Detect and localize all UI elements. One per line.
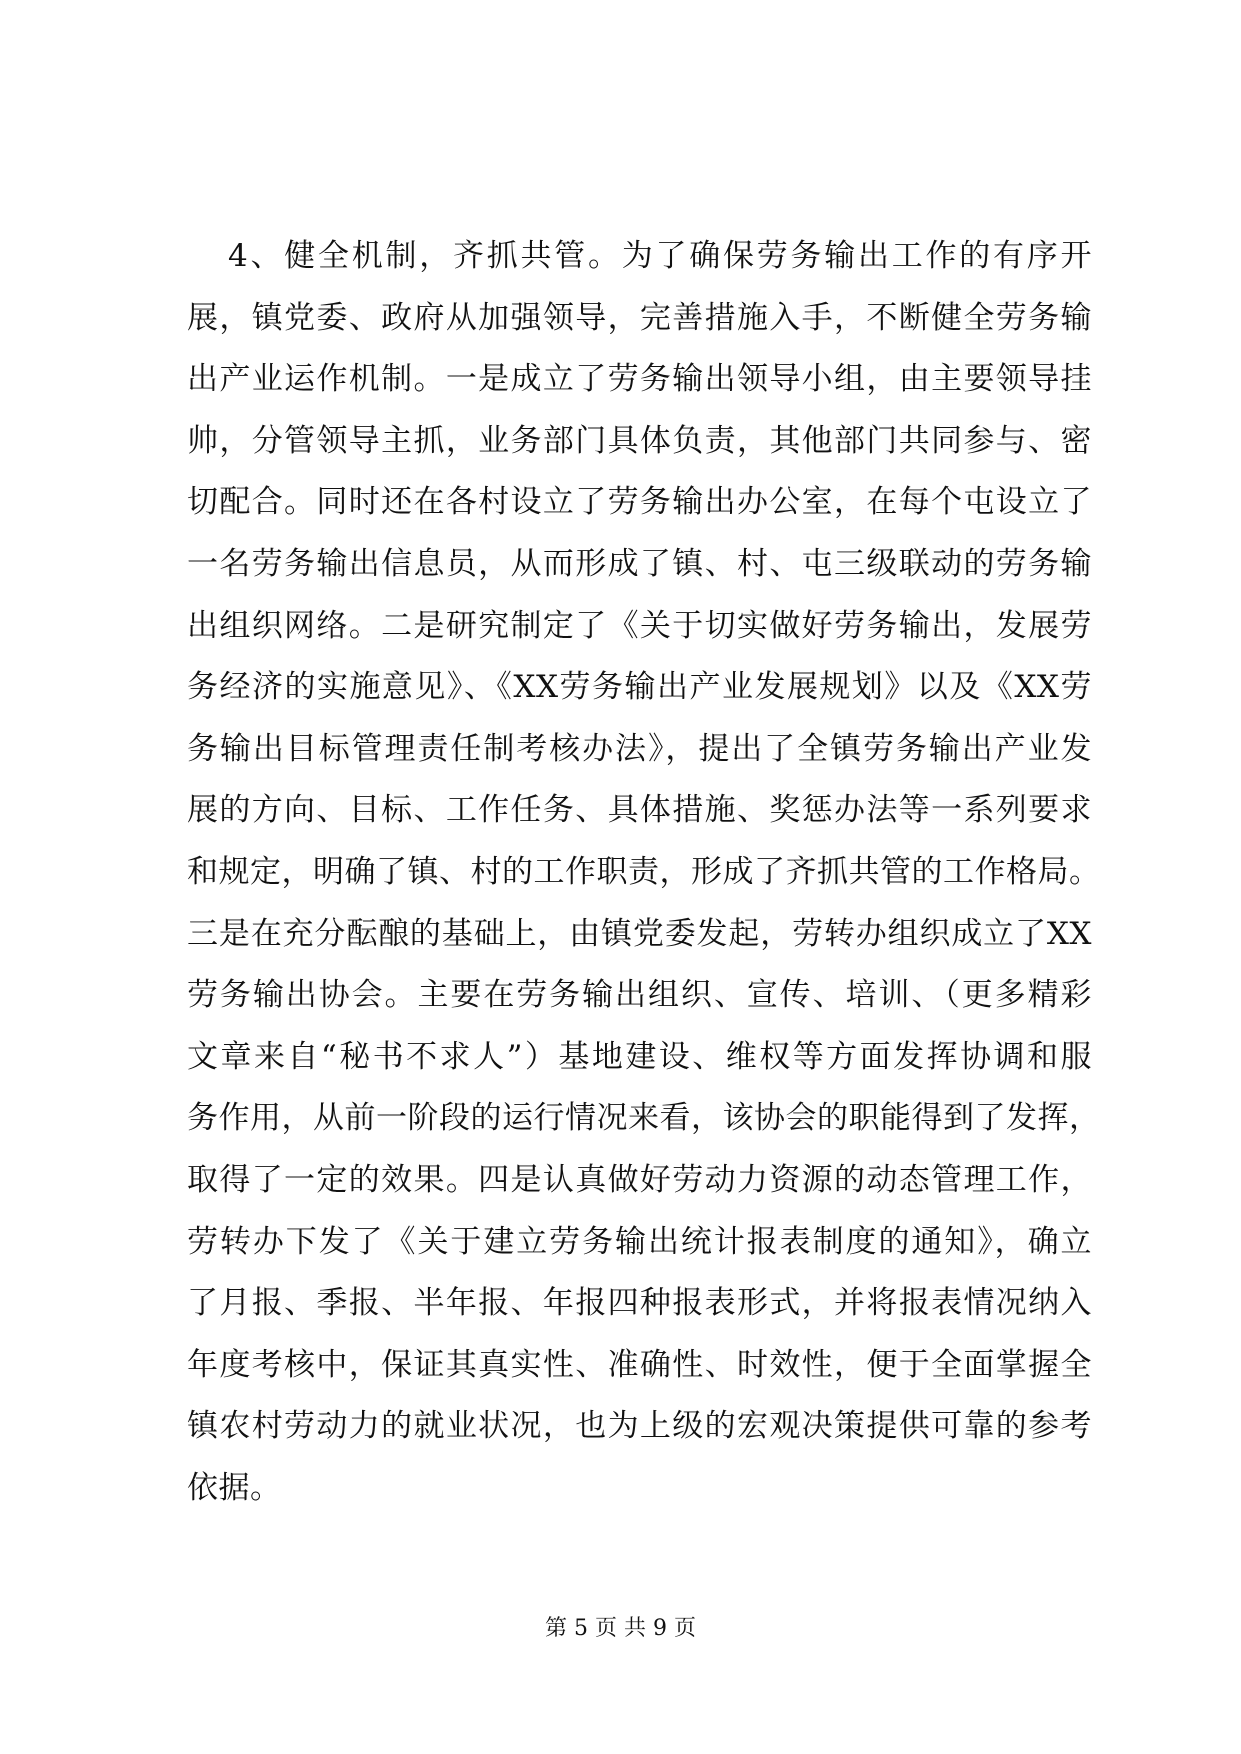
text-line: 务输出目标管理责任制考核办法》，提出了全镇劳务输出产业发 <box>187 730 1092 767</box>
text-line: 4、健全机制，齐抓共管。为了确保劳务输出工作的有序开 <box>228 238 1092 274</box>
text-line: 切配合。同时还在各村设立了劳务输出办公室，在每个屯设立了 <box>187 484 1092 521</box>
text-line: 展，镇党委、政府从加强领导，完善措施入手，不断健全劳务输 <box>187 299 1092 336</box>
text-line: 劳务输出协会。主要在劳务输出组织、宣传、培训、（更多精彩 <box>187 977 1092 1014</box>
text-line: 和规定，明确了镇、村的工作职责，形成了齐抓共管的工作格局。 <box>187 853 1101 890</box>
text-line: 文章来自“秘书不求人”）基地建设、维权等方面发挥协调和服 <box>187 1038 1092 1075</box>
text-line: 务作用，从前一阶段的运行情况来看，该协会的职能得到了发挥， <box>187 1100 1101 1137</box>
text-line: 依据。 <box>187 1469 282 1506</box>
text-line: 帅，分管领导主抓，业务部门具体负责，其他部门共同参与、密 <box>187 422 1092 459</box>
text-line: 年度考核中，保证其真实性、准确性、时效性，便于全面掌握全 <box>187 1346 1092 1383</box>
text-line: 务经济的实施意见》、《XX劳务输出产业发展规划》以及《XX劳 <box>187 669 1092 706</box>
text-line: 展的方向、目标、工作任务、具体措施、奖惩办法等一系列要求 <box>187 792 1092 829</box>
text-line: 劳转办下发了《关于建立劳务输出统计报表制度的通知》，确立 <box>187 1223 1092 1260</box>
text-line: 三是在充分酝酿的基础上，由镇党委发起，劳转办组织成立了XX <box>187 915 1092 952</box>
text-line: 一名劳务输出信息员，从而形成了镇、村、屯三级联动的劳务输 <box>187 545 1092 582</box>
body-paragraph <box>187 226 1101 1519</box>
text-line: 取得了一定的效果。四是认真做好劳动力资源的动态管理工作， <box>187 1161 1092 1198</box>
text-line: 出组织网络。二是研究制定了《关于切实做好劳务输出，发展劳 <box>187 607 1092 644</box>
text-line: 了月报、季报、半年报、年报四种报表形式，并将报表情况纳入 <box>187 1285 1092 1322</box>
text-line: 出产业运作机制。一是成立了劳务输出领导小组，由主要领导挂 <box>187 361 1092 398</box>
page-number-footer: 第 5 页 共 9 页 <box>545 1616 696 1641</box>
text-line: 镇农村劳动力的就业状况，也为上级的宏观决策提供可靠的参考 <box>187 1408 1092 1445</box>
